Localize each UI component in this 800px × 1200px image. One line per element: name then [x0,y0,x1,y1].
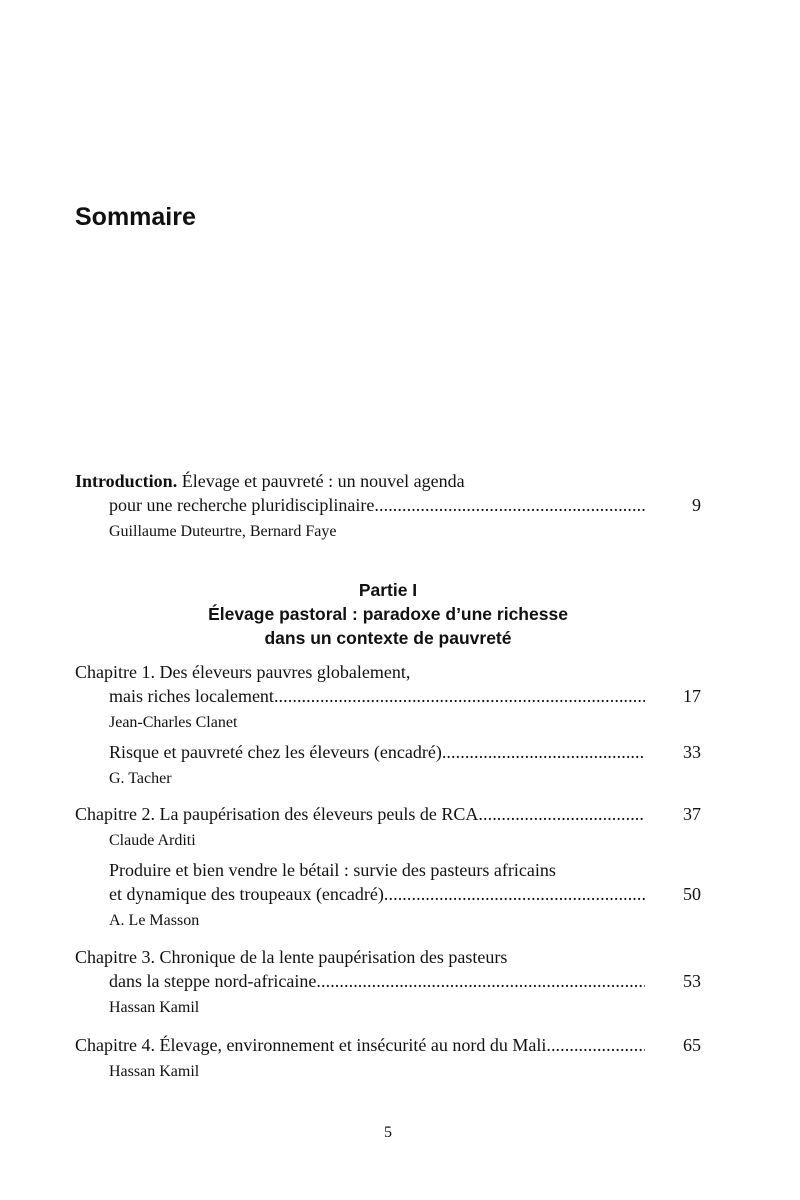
authors: Hassan Kamil [109,999,200,1016]
toc-entry-line [75,802,701,826]
leader-dots [478,802,645,826]
intro-title-line1: Élevage et pauvreté : un nouvel agenda [177,471,465,491]
toc-entry-chapter-1 [75,660,701,734]
toc-entry-box-1 [75,740,701,790]
toc-entry-line [75,945,701,969]
entry-title-line1: Risque et pauvreté chez les éleveurs (encadré) [109,742,442,762]
page-number: 9 [692,495,701,515]
page-number: 65 [683,1035,701,1055]
page-number: 17 [683,686,701,706]
toc-entry-line [75,493,701,517]
authors: A. Le Masson [109,912,200,929]
page-title: Sommaire [75,203,196,231]
authors: Guillaume Duteurtre, Bernard Faye [109,523,337,540]
toc-entry-box-2 [75,858,701,932]
page-number: 33 [683,742,701,762]
part-title-line2: dans un contexte de pauvreté [264,628,512,648]
leader-dots [442,740,645,764]
page-folio: 5 [384,1124,392,1141]
authors: Hassan Kamil [109,1063,200,1080]
toc-entry-line [75,969,701,993]
toc-entry-introduction [75,469,701,543]
leader-dots [374,493,645,517]
leader-dots [316,969,645,993]
entry-title-line1: Produire et bien vendre le bétail : survie des pasteurs africains [109,860,556,880]
toc-entry-chapter-3 [75,945,701,1019]
toc-entry-line [75,660,701,684]
entry-title-line2: dans la steppe nord-africaine [109,971,317,991]
leader-dots [384,882,645,906]
toc-entry-line [75,740,701,764]
toc-entry-line [75,858,701,882]
leader-dots [274,684,645,708]
toc-entry-line [75,684,701,708]
page-number: 53 [683,971,701,991]
page-number: 50 [683,884,701,904]
entry-title-line1: Chapitre 4. Élevage, environnement et insécurité au nord du Mali [75,1035,547,1055]
entry-title-line1: Chapitre 1. Des éleveurs pauvres globalement, [75,662,411,682]
authors: Claude Arditi [109,832,196,849]
page-number: 37 [683,804,701,824]
entry-title-line2: et dynamique des troupeaux (encadré) [109,884,384,904]
leader-dots [546,1033,645,1057]
toc-entry-chapter-4 [75,1033,701,1083]
intro-label: Introduction. [75,471,178,491]
toc-entry-line [75,882,701,906]
intro-title-line2: pour une recherche pluridisciplinaire [109,495,375,515]
part-label: Partie I [358,580,418,600]
entry-title-line1: Chapitre 2. La paupérisation des éleveurs peuls de RCA [75,804,479,824]
entry-title-line2: mais riches localement [109,686,274,706]
authors: Jean-Charles Clanet [109,714,238,731]
part-heading [75,578,701,650]
toc-entry-chapter-2 [75,802,701,852]
part-title-line1: Élevage pastoral : paradoxe d’une richesse [208,604,568,624]
entry-title-line1: Chapitre 3. Chronique de la lente paupérisation des pasteurs [75,947,508,967]
toc-entry-line [75,1033,701,1057]
authors: G. Tacher [109,770,172,787]
toc-entry-line [75,469,701,493]
